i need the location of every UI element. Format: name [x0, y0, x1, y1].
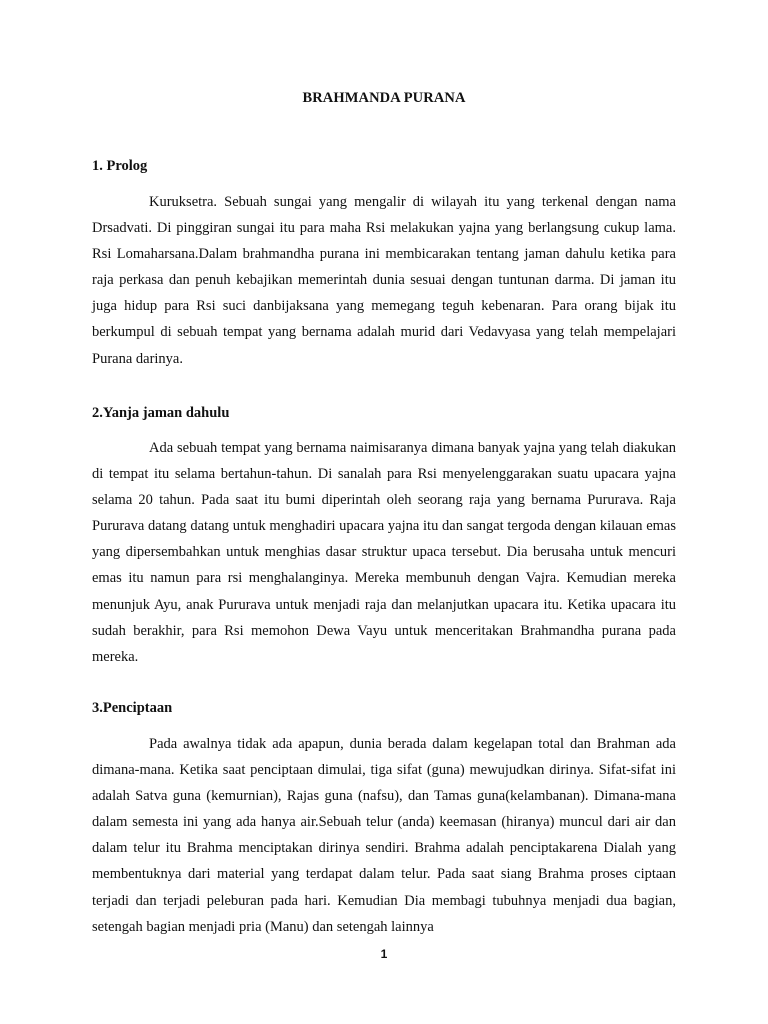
section-paragraph-penciptaan: Pada awalnya tidak ada apapun, dunia berada dalam kegelapan total dan Brahman ada dimana-mana. Ketika saat penciptaan dimulai, tiga sifat (guna) mewujudkan dirinya. Sifat-sifat ini adalah Satva guna (kemurnian), Rajas guna (nafsu), dan Tamas guna(kelambanan). Dimana-mana dalam semesta ini yang ada hanya air.Sebuah telur (anda) keemasan (hiranya) muncul dari air dan dalam telur itu Brahma menciptakan dirinya sendiri. Brahma adalah penciptakarena Dialah yang membentuknya dari material yang terdapat dalam telur. Pada saat siang Brahma proses ciptaan terjadi dan terjadi peleburan pada hari. Kemudian Dia membagi tubuhnya menjadi dua bagian, setengah bagian menjadi pria (Manu) dan setengah lainnya [92, 736, 676, 935]
section-heading-yajna: 2.Yanja jaman dahulu [92, 405, 230, 421]
section-paragraph-prolog: Kuruksetra. Sebuah sungai yang mengalir di wilayah itu yang terkenal dengan nama Drsadvati. Di pinggiran sungai itu para maha Rsi melakukan yajna yang berlangsung cukup lama. Rsi Lomaharsana.Dalam brahmandha purana ini membicarakan tentang jaman dahulu ketika para raja perkasa dan penuh kebajikan memerintah dunia sesuai dengan tuntunan darma. Di jaman itu juga hidup para Rsi suci danbijaksana yang memegang teguh kebenaran. Para orang bijak itu berkumpul di sebuah tempat yang bernama adalah murid dari Vedavyasa yang telah mempelajari Purana darinya. [92, 194, 676, 367]
page-number: 1 [380, 947, 388, 961]
section-heading-penciptaan: 3.Penciptaan [92, 700, 173, 716]
document-title: BRAHMANDA PURANA [302, 90, 466, 106]
section-heading-prolog: 1. Prolog [92, 158, 148, 174]
section-paragraph-yajna: Ada sebuah tempat yang bernama naimisaranya dimana banyak yajna yang telah diakukan di tempat itu selama bertahun-tahun. Di sanalah para Rsi menyelenggarakan suatu upacara yajna selama 20 tahun. Pada saat itu bumi diperintah oleh seorang raja yang bernama Pururava. Raja Pururava datang datang untuk menghadiri upacara yajna itu dan sangat tergoda dengan kilauan emas yang dipersembahkan untuk menghias dasar struktur upaca tersebut. Dia berusaha untuk mencuri emas itu namun para rsi menghalanginya. Mereka membunuh dengan Vajra. Kemudian mereka menunjuk Ayu, anak Pururava untuk menjadi raja dan melanjutkan upacara itu. Ketika upacara itu sudah berakhir, para Rsi memohon Dewa Vayu untuk menceritakan Brahmandha purana pada mereka. [92, 440, 676, 665]
